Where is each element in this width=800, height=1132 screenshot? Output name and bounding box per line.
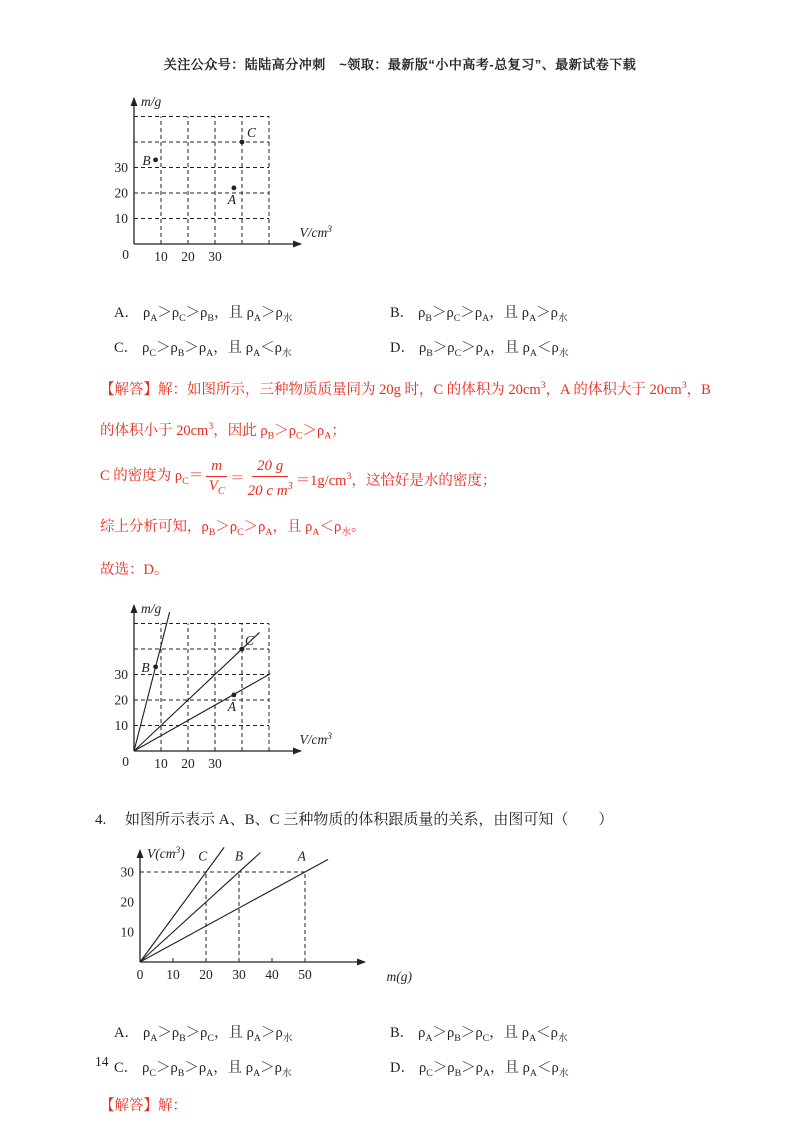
question-text: 如图所示表示 A、B、C 三种物质的体积跟质量的关系，由图可知（ ） (125, 812, 614, 829)
svg-text:30: 30 (232, 967, 246, 983)
svg-text:10: 10 (114, 211, 128, 226)
svg-text:B: B (141, 660, 150, 676)
svg-text:40: 40 (265, 967, 279, 983)
solution-answer: 故选：D。 (100, 562, 169, 579)
option-label: D． (390, 1060, 415, 1077)
formula-prefix: C 的密度为 $\rho_C=$ (100, 468, 204, 488)
svg-text:10: 10 (154, 249, 168, 264)
svg-text:m/g: m/g (141, 601, 162, 617)
svg-text:m(g): m(g) (386, 969, 412, 985)
page-number: 14 (95, 1054, 109, 1069)
svg-text:30: 30 (114, 160, 128, 175)
option-text: $\rho_C>\rho_B>\rho_A$，且 $\rho_A>\rho_水$ (142, 1060, 292, 1079)
density-formula (100, 458, 800, 500)
svg-text:10: 10 (114, 718, 128, 734)
chart-mass-volume-points (100, 89, 800, 275)
solution-intro: 【解答】解： (100, 1098, 187, 1114)
option-label: A． (114, 305, 139, 321)
svg-text:20: 20 (181, 249, 195, 264)
svg-text:A: A (297, 848, 306, 864)
svg-text:30: 30 (120, 864, 134, 880)
svg-text:10: 10 (154, 756, 168, 772)
option-text: $\rho_A>\rho_B>\rho_C$，且 $\rho_A<\rho_水$ (418, 1025, 568, 1045)
q4-option-d (390, 1056, 800, 1079)
svg-text:B: B (142, 152, 151, 168)
svg-text:20: 20 (120, 894, 134, 910)
q3-option-d (390, 336, 800, 359)
chart-volume-mass-lines (110, 839, 800, 995)
solution-line-2: 的体积小于 $20cm^3$，因此 $\rho_B>\rho_C>\rho_A$； (100, 420, 346, 442)
svg-text:B: B (234, 848, 244, 864)
fraction-numerator: 20 g (252, 458, 288, 477)
fraction-denominator: $V_C$ (208, 478, 225, 498)
svg-text:30: 30 (208, 756, 222, 772)
svg-text:30: 30 (208, 249, 222, 264)
option-text: $\rho_B>\rho_C>\rho_A$，且 $\rho_A>\rho_水$ (418, 305, 568, 324)
svg-text:C: C (247, 125, 257, 140)
q3-option-a (114, 301, 390, 324)
svg-text:0: 0 (122, 247, 129, 262)
svg-text:C: C (245, 633, 255, 649)
q3-options (114, 301, 800, 359)
q4-options (114, 1021, 800, 1079)
svg-text:20: 20 (114, 185, 128, 201)
question-number: 4. (95, 812, 107, 829)
fraction-denominator: 20 c $m^3$ (247, 481, 293, 500)
question-4 (95, 808, 800, 829)
fraction-20g-over-20cm3 (248, 458, 293, 500)
q4-option-b (390, 1021, 800, 1044)
svg-text:20: 20 (199, 967, 213, 983)
svg-text:m/g: m/g (141, 94, 162, 109)
svg-text:30: 30 (114, 667, 128, 683)
svg-text:20: 20 (181, 756, 195, 772)
svg-text:V/cm3: $V/cm^3$ (299, 732, 332, 748)
option-label: D． (390, 339, 415, 356)
option-label: B． (390, 1025, 415, 1042)
option-label: C． (114, 1060, 139, 1077)
page-header-text: 关注公众号：陆陆高分冲刺 ~领取：最新版“小中高考-总复习”、最新试卷下载 (163, 57, 637, 72)
solution-line-1: 【解答】解：如图所示，三种物质质量同为 20g 时，C 的体积为 $20cm^3$，A 的体积大于 $20cm^3$，B (100, 379, 711, 398)
svg-text:10: 10 (166, 967, 180, 983)
svg-text:0: 0 (122, 754, 129, 770)
svg-text:A: A (227, 699, 237, 715)
option-label: B． (390, 305, 415, 321)
svg-text:A: A (227, 191, 237, 207)
chart-mass-volume-lines (100, 596, 800, 782)
option-text: $\rho_C>\rho_B>\rho_A$，且 $\rho_A<\rho_水$ (142, 339, 292, 359)
q3-solution (100, 376, 800, 580)
solution-line-3: 综上分析可知，$\rho_B>\rho_C>\rho_A$，且 $\rho_A<\rho_水$。 (100, 519, 366, 539)
q4-solution (100, 1096, 800, 1116)
svg-text:50: 50 (298, 967, 312, 983)
option-label: C． (114, 339, 139, 356)
svg-text:V/cm3: $V/cm^3$ (299, 225, 332, 240)
svg-text:10: 10 (120, 924, 134, 940)
svg-text:0: 0 (136, 967, 144, 983)
option-text: $\rho_A>\rho_C>\rho_B$，且 $\rho_A>\rho_水$ (142, 305, 293, 324)
option-text: $\rho_A>\rho_B>\rho_C$，且 $\rho_A>\rho_水$ (142, 1025, 293, 1045)
option-text: $\rho_B>\rho_C>\rho_A$，且 $\rho_A<\rho_水$ (418, 339, 569, 359)
fraction-numerator: m (206, 458, 227, 477)
equals-sign: ＝ (230, 471, 245, 488)
svg-text:C: C (198, 848, 208, 864)
svg-text:20: 20 (114, 692, 128, 708)
svg-text:V(cm3): $V(cm^3)$ (147, 846, 185, 862)
q4-option-a (114, 1021, 390, 1044)
fraction-m-over-v (206, 458, 227, 500)
option-text: $\rho_C>\rho_B>\rho_A$，且 $\rho_A<\rho_水$ (418, 1060, 569, 1079)
q3-option-b (390, 301, 800, 324)
q3-option-c (114, 336, 390, 359)
q4-option-c (114, 1056, 390, 1079)
option-label: A． (114, 1025, 139, 1042)
formula-suffix: $=1g/cm^3$，这恰好是水的密度； (295, 471, 497, 490)
